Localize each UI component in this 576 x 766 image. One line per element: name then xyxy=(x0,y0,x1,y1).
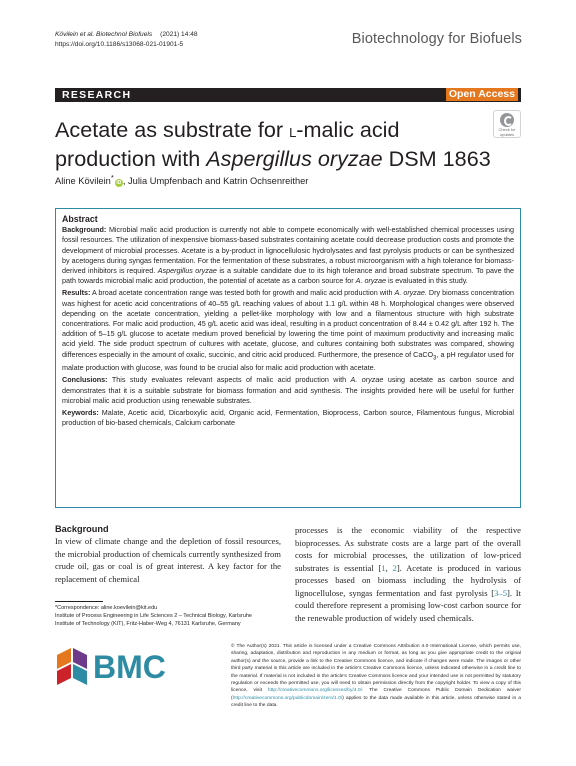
check-for-updates-button[interactable] xyxy=(493,110,521,138)
citation-authors: Kövilein et al. Biotechnol Biofuels xyxy=(55,31,153,38)
results-text: Dry biomass concentration was highest for acetic acid concentrations of 40–55 g/L reaching values of about 1.1 g/L within 48 h. Morphological changes were observed depending on the acetate concentration, yielding a pellet-like morphology with low and a filamentous structure with high substrate concentrations. For malic acid production, 45 g/L acetic acid was ideal, resulting in a product concentration of 8.44 ± 0.42 g/L after 192 h. The addition of 5–15 g/L glucose to acetate medium proved beneficial by lowering the time point of maximum productivity and increasing malic acid yield. The side product spectrum of cultures with acetate, glucose, and cultures containing both substrates was compared, showing differences especially in the amount of oxalic, succinic, and citric acid produced. Furthermore, the presence of CaCO xyxy=(62,288,515,359)
citation-link[interactable]: 2 xyxy=(392,562,397,573)
doi-link[interactable]: https://doi.org/10.1186/s13068-021-01901-5 xyxy=(55,41,184,48)
correspondence-footnote xyxy=(55,604,255,629)
results-label: Results: xyxy=(62,288,91,298)
article-type-label: RESEARCH xyxy=(62,89,132,101)
abstract-keywords xyxy=(62,408,514,428)
body-text: ]. It could therefore represent a promising low-cost carbon source for the renewable production of widely used chemicals. xyxy=(295,587,521,623)
background-text: Microbial malic acid production is currently not able to compete economically with well-established chemical processes using fossil resources. The utilization of inexpensive biomass-based substrates containing acetate could decrease production costs and promote the development of microbial processes. Acetate is a by-product in lignocellulosic hydrolysates and fast pyrolysis products or can be synthesized by acetogens during syngas fermentation. For the fermentation of these substrates, a robust microorganism with a high tolerance for biomass-derived inhibitors is required. xyxy=(62,225,514,276)
results-species: A. oryzae. xyxy=(394,288,427,298)
crossmark-icon xyxy=(500,113,514,127)
results-subscript: 3 xyxy=(433,355,437,362)
body-column-right xyxy=(295,524,521,624)
title-text: -malic acid production with xyxy=(55,117,400,171)
results-text: A broad acetate concentration range was tested both for growth and malic acid production with xyxy=(91,288,393,298)
results-text: , a pH regulator used for malate production with glucose, was found to be crucial also for malic acid production with acetate. xyxy=(62,349,514,373)
background-species: A. oryzae xyxy=(355,276,387,286)
conclusions-species: A. oryzae xyxy=(350,375,384,385)
body-column-left xyxy=(55,524,281,585)
license-text: . The Creative Commons Public Domain Dedication waiver ( xyxy=(231,688,522,701)
orcid-icon[interactable]: iD xyxy=(116,180,122,187)
keywords-text: Malate, Acetic acid, Dicarboxylic acid, Organic acid, Fermentation, Bioprocess, Carbon source, Filamentous fungus, Microbial production of bio-based chemicals, Calcium carbonate xyxy=(62,408,515,428)
background-text: is a suitable candidate due to its high tolerance and broad substrate spectrum. To pave the path towards microbial malic acid production, the potential of acetate as a carbon source for xyxy=(62,266,515,286)
citation-link[interactable]: 1 xyxy=(381,562,386,573)
background-label: Background: xyxy=(62,225,107,235)
section-heading: Background xyxy=(55,524,109,534)
citation-year-page: (2021) 14:48 xyxy=(160,31,198,38)
keywords-label: Keywords: xyxy=(62,408,99,418)
license-link[interactable]: http://creativecommons.org/licenses/by/4.0/ xyxy=(267,688,362,694)
title-text: Acetate as substrate for xyxy=(55,117,290,142)
conclusions-text: This study evaluates relevant aspects of malic acid production with xyxy=(111,375,347,385)
bmc-logo xyxy=(55,645,195,685)
abstract-box xyxy=(55,208,521,508)
license-text: ) applies to the data made available in this article, unless otherwise stated in a credit line to the data. xyxy=(231,695,521,709)
check-for-updates-label: Check for updates xyxy=(498,127,516,137)
title-species: Aspergillus oryzae xyxy=(206,146,383,171)
article-type-banner xyxy=(55,88,521,102)
license-text: © The Author(s) 2021. This article is licensed under a Creative Commons Attribution 4.0 International License, which permits use, sharing, adaptation, distribution and reproduction in any medium or format, as long as you give appropriate credit to the original author(s) and the source, provide a link to the Creative Commons licence, and indicate if changes were made. The images or other third party material in this article are included in the article's Creative Commons licence, unless indicated otherwise in a credit line to the material. If material is not included in the article's Creative Commons licence and your intended use is not permitted by statutory regulation or exceeds the permitted use, you will need to obtain permission directly from the copyright holder. To view a copy of this licence, visit xyxy=(231,644,521,694)
title-text-smallcaps: l xyxy=(289,121,297,142)
coauthors: , Julia Umpfenbach and Katrin Ochsenreither xyxy=(122,176,309,187)
logo-text: BMC xyxy=(93,649,166,685)
correspondence-email[interactable]: *Correspondence: aline.koevilein@kit.edu xyxy=(55,605,158,611)
affiliation: Institute of Process Engineering in Life Sciences 2 – Technical Biology, Karlsruhe Institute of Technology (KIT), Fritz-Haber-Weg 4, 76131 Karlsruhe, Germany xyxy=(55,613,252,628)
conclusions-text: using acetate as carbon source and demonstrates that it is a suitable substrate for biomass formation and acid synthesis. The insights provided here will be useful for further microbial malic acid production using renewable substrates. xyxy=(62,375,514,405)
corresponding-marker: * xyxy=(110,173,114,182)
open-access-badge: Open Access xyxy=(446,88,518,101)
footnote-divider xyxy=(55,601,103,602)
body-text: processes is the economic viability of the respective bioprocesses. As substrate costs are a large part of the overall costs for microbial processes, the utilization of low-priced substrates is essential [ xyxy=(295,525,521,573)
abstract-conclusions xyxy=(62,375,514,406)
body-paragraph: In view of climate change and the depletion of fossil resources, the microbial production of chemicals currently synthesized from crude oil, gas or coal is of great interest. A key factor for the replacement of chemical xyxy=(55,536,281,584)
article-title xyxy=(55,116,495,172)
author-name[interactable]: Aline Kövilein xyxy=(55,176,111,187)
abstract-results xyxy=(62,288,514,373)
body-text: ]. Acetate is produced in various processes based on biomass including the hydrolysis of lignocellulose, syngas fermentation and fast pyrolysis [ xyxy=(295,562,521,598)
license-statement xyxy=(231,643,521,710)
body-paragraph xyxy=(295,524,521,624)
background-species: Aspergillus oryzae xyxy=(157,266,217,276)
title-strain: DSM 1863 xyxy=(382,146,491,171)
license-link[interactable]: http://creativecommons.org/publicdomain/zero/1.0/ xyxy=(232,695,343,701)
citation-link[interactable]: 3–5 xyxy=(494,587,508,598)
abstract-heading: Abstract xyxy=(62,214,98,224)
body-text: , xyxy=(385,562,393,573)
author-list xyxy=(55,173,308,187)
background-text: is evaluated in this study. xyxy=(388,276,468,286)
conclusions-label: Conclusions: xyxy=(62,375,108,385)
abstract-background xyxy=(62,225,514,286)
journal-name: Biotechnology for Biofuels xyxy=(351,31,522,47)
citation-header xyxy=(55,30,198,50)
